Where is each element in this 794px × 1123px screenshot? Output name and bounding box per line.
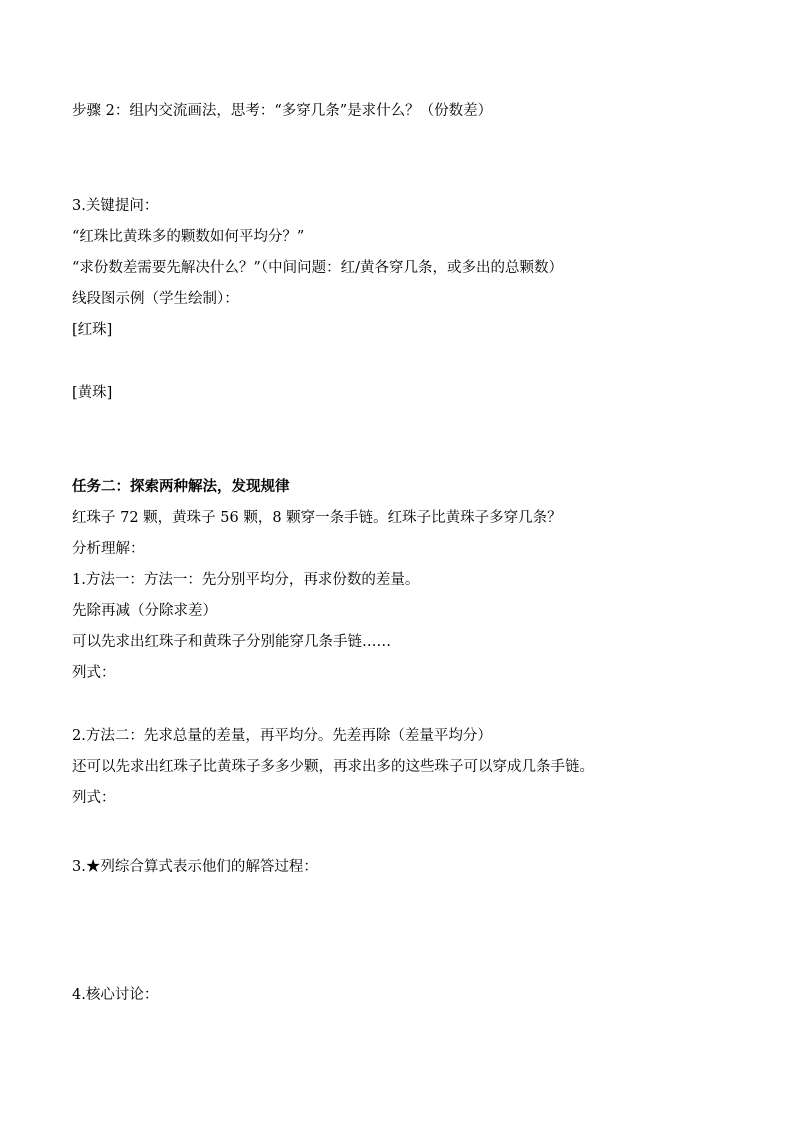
key-question-2: “求份数差需要先解决什么？”（中间问题：红/黄各穿几条，或多出的总颗数） (72, 260, 563, 276)
method2-formula-label: 列式： (72, 790, 116, 806)
method2-title: 2.方法二：先求总量的差量，再平均分。先差再除（差量平均分） (72, 728, 492, 744)
section3-title: 3.关键提问： (72, 198, 159, 214)
analysis-label: 分析理解： (72, 541, 145, 557)
red-bead-label: [红珠] (72, 322, 113, 338)
method1-formula-label: 列式： (72, 665, 116, 681)
key-question-1: “红珠比黄珠多的颗数如何平均分？” (72, 229, 305, 245)
step2-line: 步骤 2：组内交流画法，思考：“多穿几条”是求什么？（份数差） (72, 103, 493, 119)
method3-combined-formula: 3.★列综合算式表示他们的解答过程： (72, 859, 318, 875)
task2-problem: 红珠子 72 颗，黄珠子 56 颗，8 颗穿一条手链。红珠子比黄珠子多穿几条？ (72, 510, 562, 526)
method4-core-discussion: 4.核心讨论： (72, 987, 159, 1003)
diagram-label: 线段图示例（学生绘制）： (72, 291, 239, 307)
method1-title: 1.方法一：方法一：先分别平均分，再求份数的差量。 (72, 572, 420, 588)
task2-title: 任务二：探索两种解法，发现规律 (72, 478, 290, 495)
method2-description: 还可以先求出红珠子比黄珠子多多少颗，再求出多的这些珠子可以穿成几条手链。 (72, 759, 594, 775)
method1-description: 可以先求出红珠子和黄珠子分别能穿几条手链…… (72, 634, 391, 650)
method1-subtitle: 先除再减（分除求差） (72, 603, 217, 619)
yellow-bead-label: [黄珠] (72, 385, 113, 401)
